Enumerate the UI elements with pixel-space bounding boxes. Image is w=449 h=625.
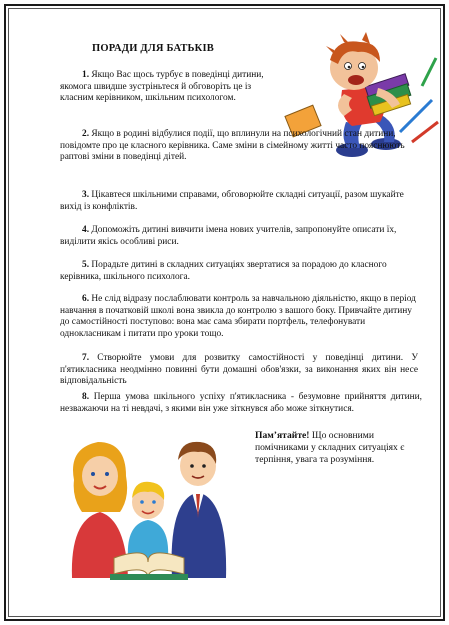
tip-item: 8. Перша умова шкільного успіху п'ятикласника - безумовне прийняття дитини, незважаючи на ті невдачі, з якими він уже зіткнувся або може зіткнутися. [60,392,422,414]
page-title: ПОРАДИ ДЛЯ БАТЬКІВ [92,43,214,54]
tip-item: 4. Допоможіть дитині вивчити імена нових учителів, запропонуйте описати їх, виділити якісь особливі риси. [60,225,397,247]
tip-item: 2. Якщо в родині відбулися події, що вплинули на психологічний стан дитини, повідомте про це класного керівника. Саме зміни в сімейному житті часто пояснюють раптові зміни в поведінці дітей. [60,129,405,163]
remember-note: Пам’ятайте! Що основними помічниками у складних ситуаціях є терпіння, увага та розуміння. [255,430,405,465]
tip-item: 3. Цікавтеся шкільними справами, обговорюйте складні ситуації, разом шукайте вихід із конфліктів. [60,190,404,212]
family-reading-illustration [64,428,240,588]
tip-item: 6. Не слід відразу послаблювати контроль за навчальною діяльністю, якщо в період навчання в початковій школі вона звикла до контролю з вашого боку. Привчайте дитину до самостійності поступово: вона має сама збирати портфель, телефонувати однокласникам і питати про уроки тощо. [60,294,416,339]
tip-item: 5. Порадьте дитині в складних ситуаціях звертатися за порадою до класного керівника, шкільного психолога. [60,260,387,282]
tip-item: 1. Якщо Вас щось турбує в поведінці дитини, якомога швидше зустріньтеся й обговоріть це із класним керівником, шкільним психологом. [60,70,264,104]
tip-item: 7. Створюйте умови для розвитку самостійності у поведінці дитини. У п'ятикласника неодмінно повинні бути домашні обов'язки, за виконання яких він несе відповідальність [60,353,418,387]
